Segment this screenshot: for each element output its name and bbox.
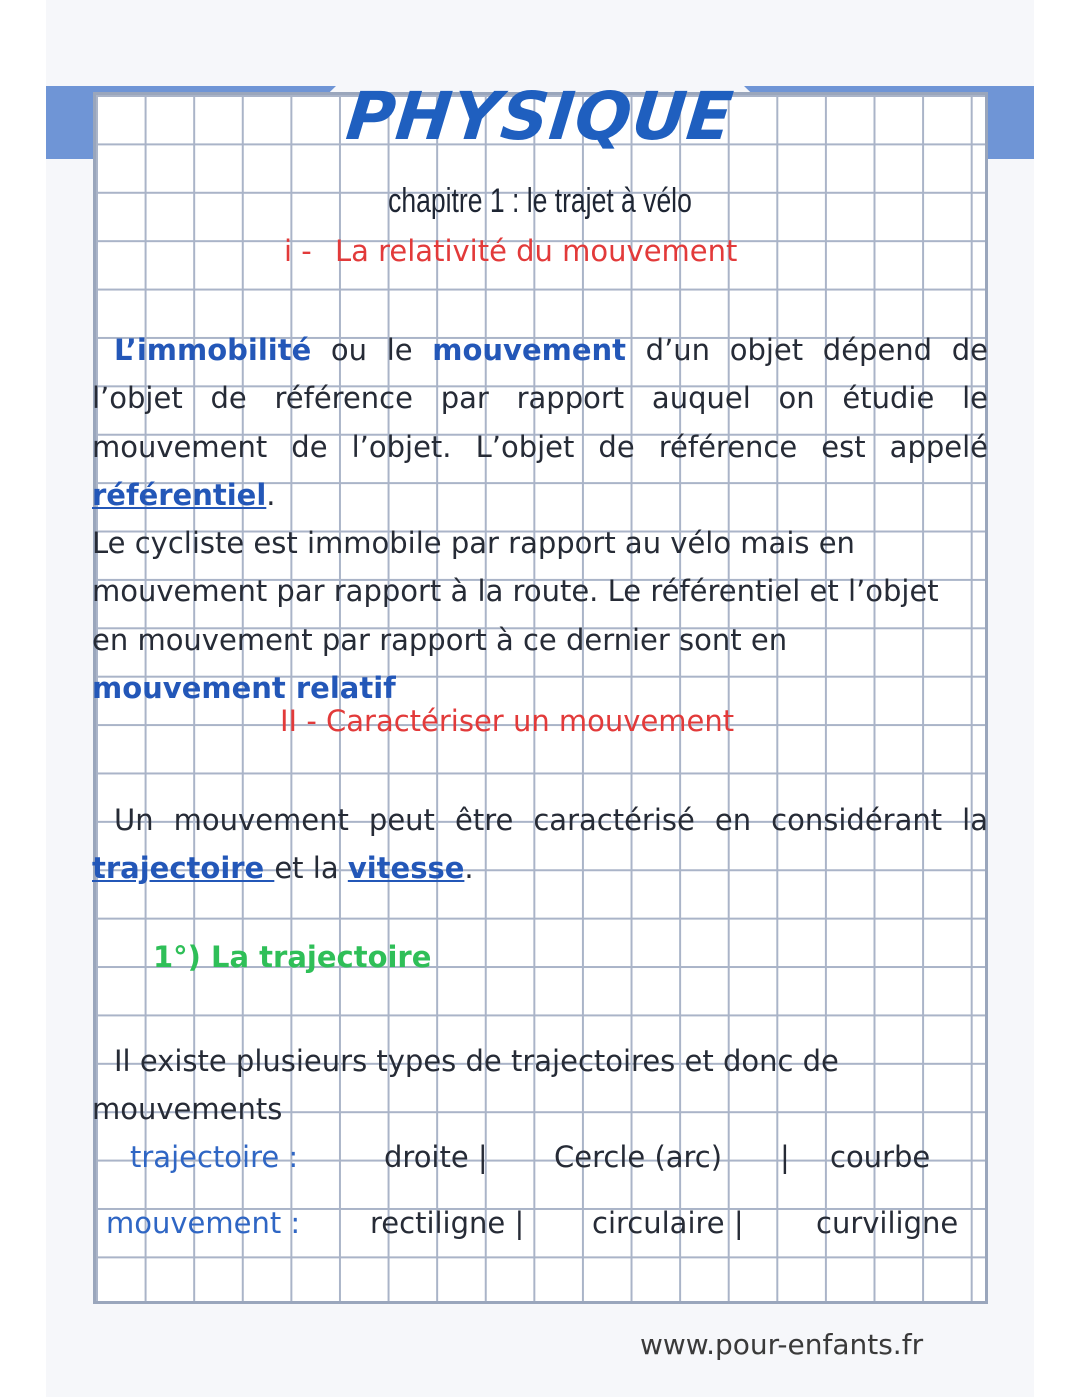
subsection-trajectoire-heading: 1°) La trajectoire — [153, 940, 432, 974]
section1-heading — [284, 234, 737, 268]
footer-url: www.pour-enfants.fr — [640, 1328, 924, 1361]
chapter-title: chapitre 1 : le trajet à vélo — [388, 182, 692, 220]
keyword-mouvement-relatif: mouvement relatif — [92, 671, 396, 706]
para-text: . — [464, 851, 474, 886]
section1-number: i - — [284, 234, 312, 268]
keyword-mouvement: mouvement — [432, 333, 627, 367]
para-text: Un mouvement peut être caractérisé en considérant la — [114, 803, 988, 837]
section1-title: La relativité du mouvement — [334, 234, 738, 268]
para-text: Le cycliste est immobile par rapport au vélo mais en mouvement par rapport à la route. Le référentiel et l’objet en mouvement par rapport à ce dernier sont en — [92, 526, 939, 657]
table-row1-cell3: courbe — [830, 1140, 931, 1174]
keyword-trajectoire: trajectoire — [92, 851, 275, 886]
para-text: d’un objet dépend de l’objet de référence par rapport auquel on étudie le mouvement de l’objet. L’objet de référence est appelé — [92, 333, 988, 464]
table-row1-label: trajectoire : — [130, 1140, 299, 1174]
page-title: PHYSIQUE — [342, 78, 738, 155]
table-row1-separator: | — [780, 1140, 790, 1174]
keyword-vitesse: vitesse — [347, 851, 465, 886]
table-row1-cell1: droite | — [384, 1140, 488, 1174]
table-row2-cell1: rectiligne | — [370, 1206, 525, 1240]
section2-heading: II - Caractériser un mouvement — [280, 704, 735, 738]
table-row2-cell2: circulaire | — [592, 1206, 744, 1240]
para-text: . — [266, 478, 276, 513]
section1-paragraph2 — [92, 519, 962, 713]
section1-paragraph1 — [92, 326, 988, 520]
para-text: et la — [274, 851, 348, 886]
section2-paragraph1 — [92, 796, 988, 893]
table-row2-label: mouvement : — [106, 1206, 301, 1240]
table-row1-cell2: Cercle (arc) — [554, 1140, 723, 1174]
keyword-referentiel: référentiel — [92, 478, 267, 513]
section2-paragraph2: Il existe plusieurs types de trajectoires et donc de mouvements — [92, 1044, 839, 1127]
keyword-immobilite: L’immobilité — [114, 333, 312, 367]
table-row2-cell3: curviligne — [816, 1206, 959, 1240]
para-text: ou le — [311, 333, 433, 367]
